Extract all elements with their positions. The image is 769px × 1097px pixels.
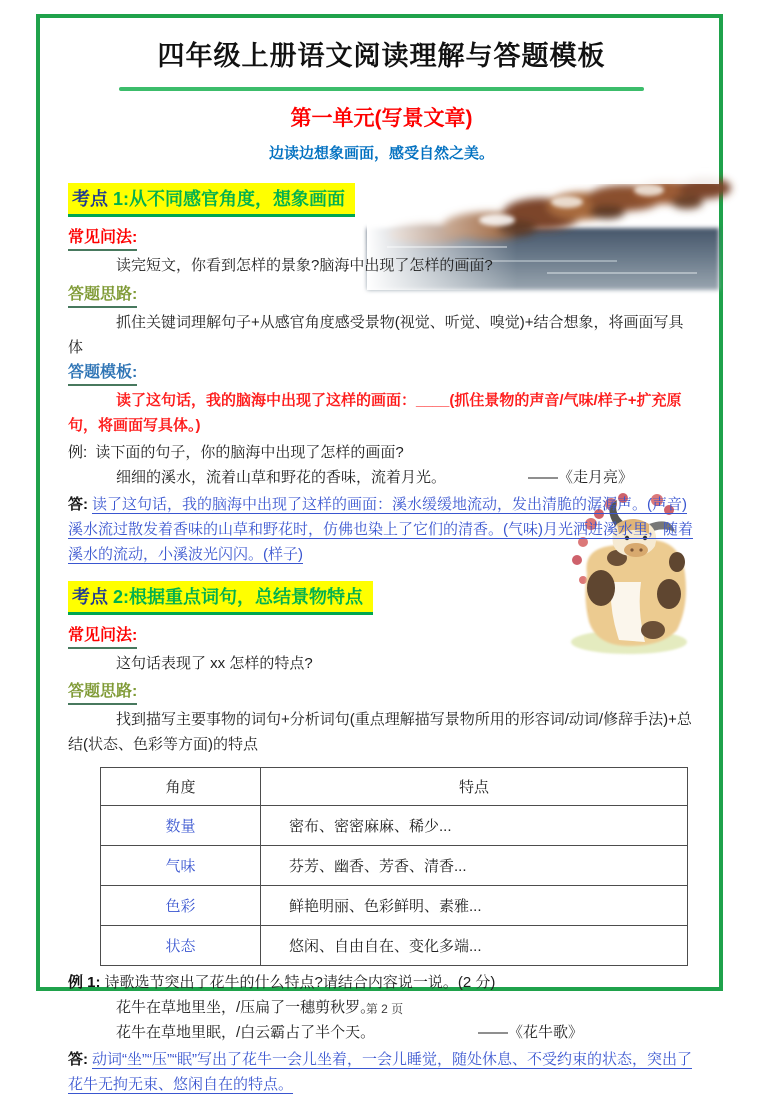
answer-paragraph-2 [68, 1047, 695, 1097]
table-header-row [101, 768, 688, 806]
table-row [101, 926, 688, 966]
table-cell-traits: 鲜艳明丽、色彩鲜明、素雅... [261, 886, 688, 926]
table-cell-angle: 色彩 [101, 886, 261, 926]
unit-subtitle: 边读边想象画面，感受自然之美。 [268, 145, 494, 162]
table-cell-angle: 状态 [101, 926, 261, 966]
common-question-label: 常见问法: [68, 228, 137, 251]
answer-template-text: 读了这句话，我的脑海中出现了这样的画面：____(抓住景物的声音/气味/样子+扩充原句，将画面写具体。) [68, 392, 682, 434]
answer-idea-label-2: 答题思路: [68, 682, 137, 705]
exam-point-1-heading [68, 183, 355, 217]
example-label-1: 例: [68, 444, 88, 461]
common-question-text-2: 这句话表现了 xx 怎样的特点? [116, 655, 313, 672]
page-number: 第 2 页 [365, 1002, 404, 1016]
poem-source: ——《花牛歌》 [478, 1024, 584, 1041]
page-title: 四年级上册语文阅读理解与答题模板 [157, 41, 606, 71]
example-question-1: 读下面的句子，你的脑海中出现了怎样的画面? [95, 444, 404, 461]
answer-label-1: 答: [68, 496, 88, 513]
answer-text-2: 动词“坐”“压”“眠”写出了花牛一会儿坐着，一会儿睡觉，随处休息、不受约束的状态，突出了花牛无拘无束、悠闲自在的特点。 [68, 1051, 692, 1093]
answer-label-2: 答: [68, 1051, 88, 1068]
table-header-trait: 特点 [261, 768, 688, 806]
table-cell-traits: 芬芳、幽香、芳香、清香... [261, 846, 688, 886]
table-header-angle: 角度 [101, 768, 261, 806]
poem-line-2-row [68, 1020, 695, 1045]
traits-table [100, 767, 688, 966]
poem-line-2: 花牛在草地里眠，/白云霸占了半个天。 [116, 1024, 376, 1041]
answer-idea-label: 答题思路: [68, 285, 137, 308]
example-question-2: 诗歌选节突出了花牛的什么特点?请结合内容说一说。(2 分) [104, 974, 496, 991]
table-cell-angle: 气味 [101, 846, 261, 886]
title-underline-rule [119, 87, 644, 91]
table-row [101, 846, 688, 886]
exam-point-badge-2: 考点 [72, 587, 108, 607]
answer-idea-text-2: 找到描写主要事物的词句+分析词句(重点理解描写景物所用的形容词/动词/修辞手法)+总结(状态、色彩等方面)的特点 [68, 711, 692, 753]
answer-paragraph-1 [68, 492, 695, 567]
example-sentence-row [68, 465, 695, 490]
exam-point-badge: 考点 [72, 189, 108, 209]
common-question-text-1: 读完短文，你看到怎样的景象?脑海中出现了怎样的画面? [116, 257, 493, 274]
example-label-2: 例 1: [68, 974, 101, 991]
table-row [101, 806, 688, 846]
exam-point-2-heading [68, 581, 373, 615]
unit-heading: 第一单元(写景文章) [290, 107, 473, 130]
example-sentence: 细细的溪水，流着山草和野花的香味，流着月光。 [116, 469, 447, 486]
answer-text-1: 读了这句话，我的脑海中出现了这样的画面：溪水缓缓地流动，发出清脆的潺潺声。(声音)溪水流过散发着香味的山草和野花时，仿佛也染上了它们的清香。(气味)月光洒进溪水里，随着溪水的流动，小溪波光闪闪。(样子) [68, 496, 693, 563]
answer-idea-text-1: 抓住关键词理解句子+从感官角度感受景物(视觉、听觉、嗅觉)+结合想象，将画面写具体 [68, 314, 684, 356]
table-row [101, 886, 688, 926]
table-cell-traits: 悠闲、自由自在、变化多端... [261, 926, 688, 966]
example-source-1: ——《走月亮》 [528, 469, 634, 486]
answer-template-label: 答题模板: [68, 363, 137, 386]
exam-point-2-title: 2:根据重点词句，总结景物特点 [108, 587, 364, 607]
common-question-label-2: 常见问法: [68, 626, 137, 649]
table-cell-traits: 密布、密密麻麻、稀少... [261, 806, 688, 846]
poem-line-1: 花牛在草地里坐，/压扁了一穗剪秋罗。 [116, 999, 376, 1016]
exam-point-1-title: 1:从不同感官角度，想象画面 [108, 189, 346, 209]
table-cell-angle: 数量 [101, 806, 261, 846]
